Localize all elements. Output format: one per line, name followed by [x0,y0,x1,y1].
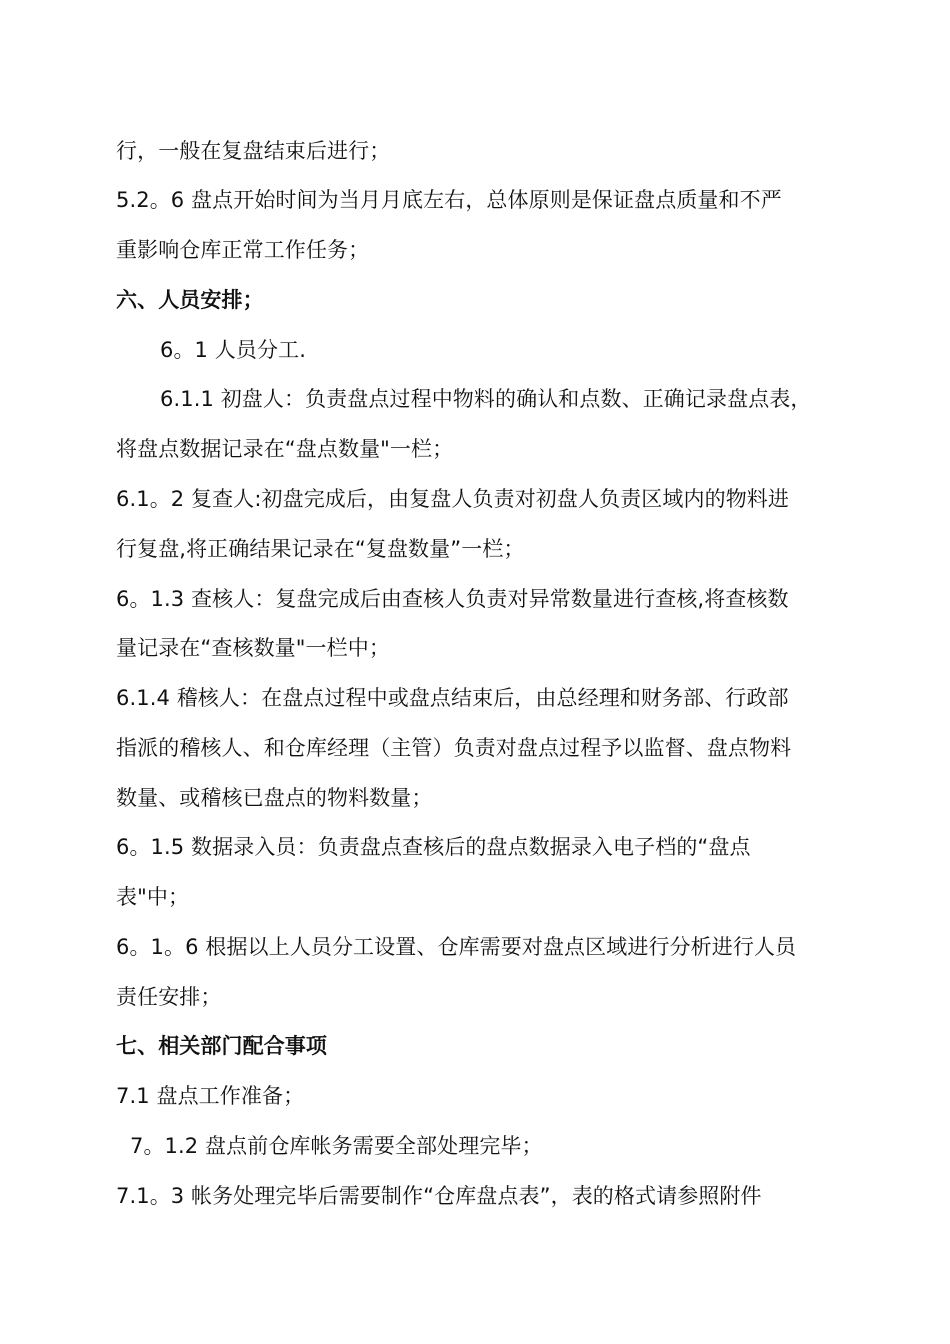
paragraph-line: 将盘点数据记录在“盘点数量"一栏； [116,437,454,461]
paragraph-line: 7。1.2 盘点前仓库帐务需要全部处理完毕； [130,1134,543,1158]
paragraph-line: 6.1.4 稽核人：在盘点过程中或盘点结束后，由总经理和财务部、行政部 [116,686,789,710]
paragraph-line: 行，一般在复盘结束后进行； [116,139,391,163]
subsection-heading: 6。1 人员分工. [160,338,306,362]
paragraph-line: 6.1。2 复查人:初盘完成后，由复盘人负责对初盘人负责区域内的物料进 [116,487,790,511]
paragraph-line: 5.2。6 盘点开始时间为当月月底左右，总体原则是保证盘点质量和不严 [116,188,782,212]
paragraph-line: 6。1.5 数据录入员：负责盘点查核后的盘点数据录入电子档的“盘点 [116,835,751,859]
paragraph-line: 7.1。3 帐务处理完毕后需要制作“仓库盘点表”，表的格式请参照附件 [116,1184,762,1208]
paragraph-line: 行复盘,将正确结果记录在“复盘数量”一栏； [116,537,525,561]
paragraph-line: 重影响仓库正常工作任务； [116,238,370,262]
paragraph-line: 数量、或稽核已盘点的物料数量； [116,786,433,810]
paragraph-line: 量记录在“查核数量"一栏中； [116,636,390,660]
paragraph-line: 指派的稽核人、和仓库经理（主管）负责对盘点过程予以监督、盘点物料 [116,736,792,760]
paragraph-line: 责任安排； [116,985,222,1009]
paragraph-line: 表"中； [116,885,190,909]
paragraph-line: 7.1 盘点工作准备； [116,1084,305,1108]
section-heading: 七、相关部门配合事项 [116,1034,327,1058]
section-heading: 六、人员安排； [116,288,264,312]
paragraph-line: 6.1.1 初盘人：负责盘点过程中物料的确认和点数、正确记录盘点表， [160,387,812,411]
paragraph-line: 6。1.3 查核人：复盘完成后由查核人负责对异常数量进行查核,将查核数 [116,587,789,611]
paragraph-line: 6。1。6 根据以上人员分工设置、仓库需要对盘点区域进行分析进行人员 [116,935,797,959]
